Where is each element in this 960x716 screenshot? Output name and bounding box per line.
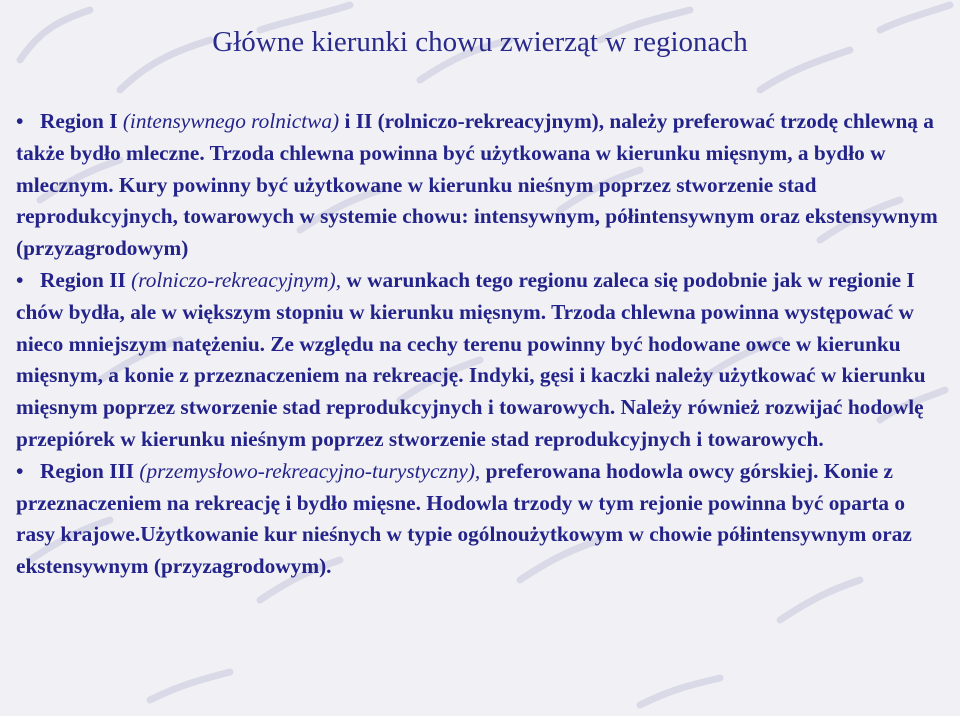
bullet-icon: •	[16, 267, 24, 292]
paragraph-lead: Region II	[40, 267, 132, 292]
paragraph-lead: Region I	[40, 109, 123, 133]
bullet-paragraph-region-1	[16, 106, 948, 265]
bullet-icon: •	[16, 458, 24, 483]
bullet-paragraph-region-2	[16, 265, 948, 456]
slide-title: Główne kierunki chowu zwierząt w regionach	[212, 26, 748, 58]
bullet-paragraph-region-3	[16, 456, 948, 583]
slide-body	[16, 106, 948, 583]
paragraph-text: i II (rolniczo-rekreacyjnym), należy preferować trzodę chlewną a także bydło mleczne. Trzoda chlewna powinna być użytkowana w kierunku mięsnym, a bydło w mlecznym. Kury powinny być użytkowane w kierunku nieśnym poprzez stworzenie stad reprodukcyjnych, towarowych w systemie chowu: intensywnym, półintensywnym oraz ekstensywnym (przyzagrodowym)	[16, 109, 938, 261]
bullet-icon: •	[16, 109, 24, 133]
paragraph-italic: (przemysłowo-rekreacyjno-turystyczny),	[139, 458, 481, 483]
paragraph-text: w warunkach tego regionu zaleca się podobnie jak w regionie I chów bydła, ale w większym stopniu w kierunku mięsnym. Trzoda chlewna powinna występować w nieco mniejszym natężeniu. Ze względu na cechy terenu powinny być hodowane owce w kierunku mięsnym, a konie z przeznaczeniem na rekreację. Indyki, gęsi i kaczki należy użytkować w kierunku mięsnym poprzez stworzenie stad reprodukcyjnych i towarowych. Należy również rozwijać hodowlę przepiórek w kierunku nieśnym poprzez stworzenie stad reprodukcyjnych i towarowych.	[16, 267, 926, 451]
paragraph-italic: (rolniczo-rekreacyjnym),	[131, 267, 342, 292]
paragraph-text: preferowana hodowla owcy górskiej. Konie z przeznaczeniem na rekreację i bydło mięsne. Hodowla trzody w tym rejonie powinna być oparta o rasy krajowe.Użytkowanie kur nieśnych w typie ogólnoużytkowym w chowie półintensywnym oraz ekstensywnym (przyzagrodowym).	[16, 458, 912, 579]
paragraph-lead: Region III	[40, 458, 140, 483]
paragraph-italic: (intensywnego rolnictwa)	[122, 109, 340, 133]
